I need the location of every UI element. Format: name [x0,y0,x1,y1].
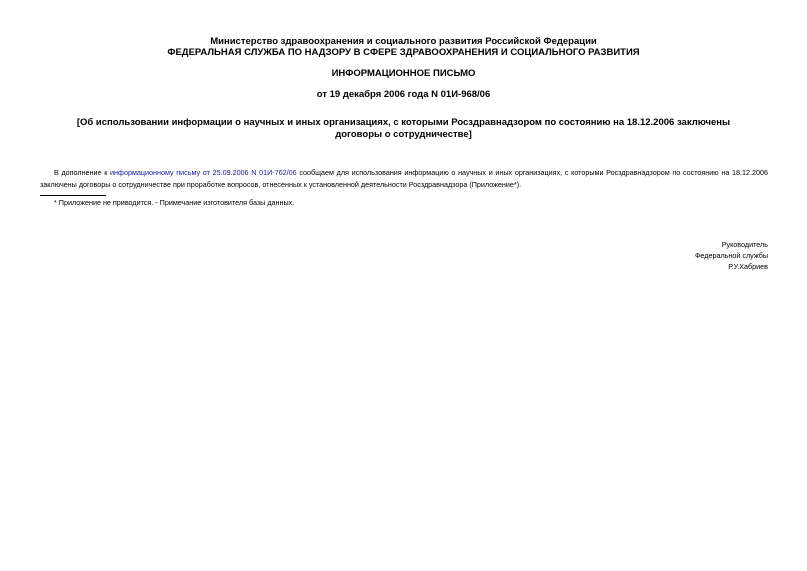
service-heading: ФЕДЕРАЛЬНАЯ СЛУЖБА ПО НАДЗОРУ В СФЕРЕ ЗДРАВООХРАНЕНИЯ И СОЦИАЛЬНОГО РАЗВИТИЯ [167,47,640,58]
signature-organization: Федеральной службы [694,251,768,260]
ministry-heading: Министерство здравоохранения и социального развития Российской Федерации [210,36,597,47]
document-subject: [Об использовании информации о научных и иных организациях, с которыми Росздравнадзором по состоянию на 18.12.2006 заключены договоры о сотрудничестве] [76,117,731,140]
signature-title: Руководитель [721,240,768,249]
footnote-divider [40,195,106,196]
paragraph-suffix: сообщаем для использования информацию о научных и иных организациях, с которыми Росздравнадзором по состоянию на 18.12.2006 заключены договоры о сотрудничестве при проработке вопросов, отнесенных к установленной деятельности Росздравнадзора (Приложение*). [40,168,768,189]
reference-link[interactable]: информационному письму от 25.09.2006 N 01И-762/06 [110,168,297,177]
footnote: * Приложение не приводится. - Примечание изготовителя базы данных. [54,198,295,207]
paragraph-prefix: В дополнение к [54,168,111,177]
document-date-number: от 19 декабря 2006 года N 01И-968/06 [316,89,491,100]
document-type: ИНФОРМАЦИОННОЕ ПИСЬМО [331,68,476,79]
signature-name: Р.У.Хабриев [728,262,768,271]
body-paragraph [40,167,768,190]
